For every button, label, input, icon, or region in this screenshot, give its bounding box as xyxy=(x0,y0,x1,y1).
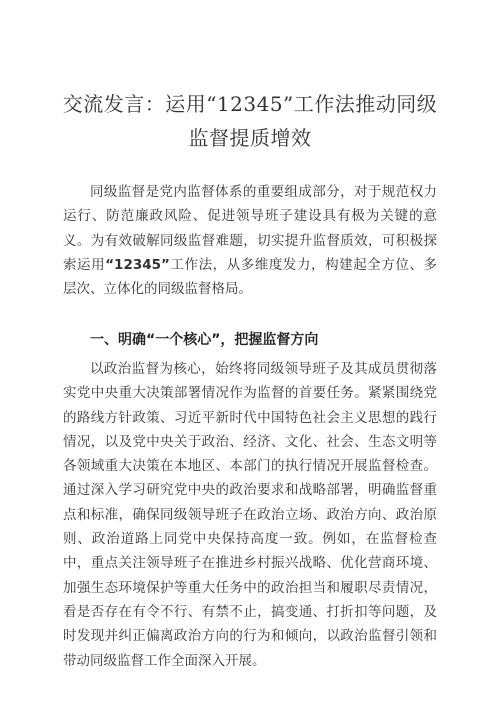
method-name: “12345” xyxy=(105,256,170,273)
intro-paragraph xyxy=(63,180,437,301)
section-heading-1: 一、明确“一个核心”，把握监督方向 xyxy=(90,332,319,348)
intro-text-part2: 工作法，从多维度发力，构建起全方位、多层次、立体化的同级监督格局。 xyxy=(63,256,438,298)
intro-text-part1: 同级监督是党内监督体系的重要组成部分，对于规范权力运行、防范廉政风险、促进领导班子建设具有极为关键的意义。为有效破解同级监督难题，切实提升监督质效，可积极探索运用 xyxy=(63,184,437,273)
document-title-line2: 监督提质增效 xyxy=(188,126,312,150)
document-title-line1: 交流发言：运用“12345”工作法推动同级 xyxy=(62,92,438,116)
section1-paragraph: 以政治监督为核心，始终将同级领导班子及其成员贯彻落实党中央重大决策部署情况作为监督的首要任务。紧紧围绕党的路线方针政策、习近平新时代中国特色社会主义思想的践行情况，以及党中央关于政治、经济、文化、社会、生态文明等各领域重大决策在本地区、本部门的执行情况开展监督检查。通过深入学习研究党中央的政治要求和战略部署，明确监督重点和标准，确保同级领导班子在政治立场、政治方向、政治原则、政治道路上同党中央保持高度一致。例如，在监督检查中，重点关注领导班子在推进乡村振兴战略、优化营商环境、加强生态环境保护等重大任务中的政治担当和履职尽责情况，看是否存在有令不行、有禁不止，搞变通、打折扣等问题，及时发现并纠正偏离政治方向的行为和倾向，以政治监督引领和带动同级监督工作全面深入开展。 xyxy=(63,361,437,669)
